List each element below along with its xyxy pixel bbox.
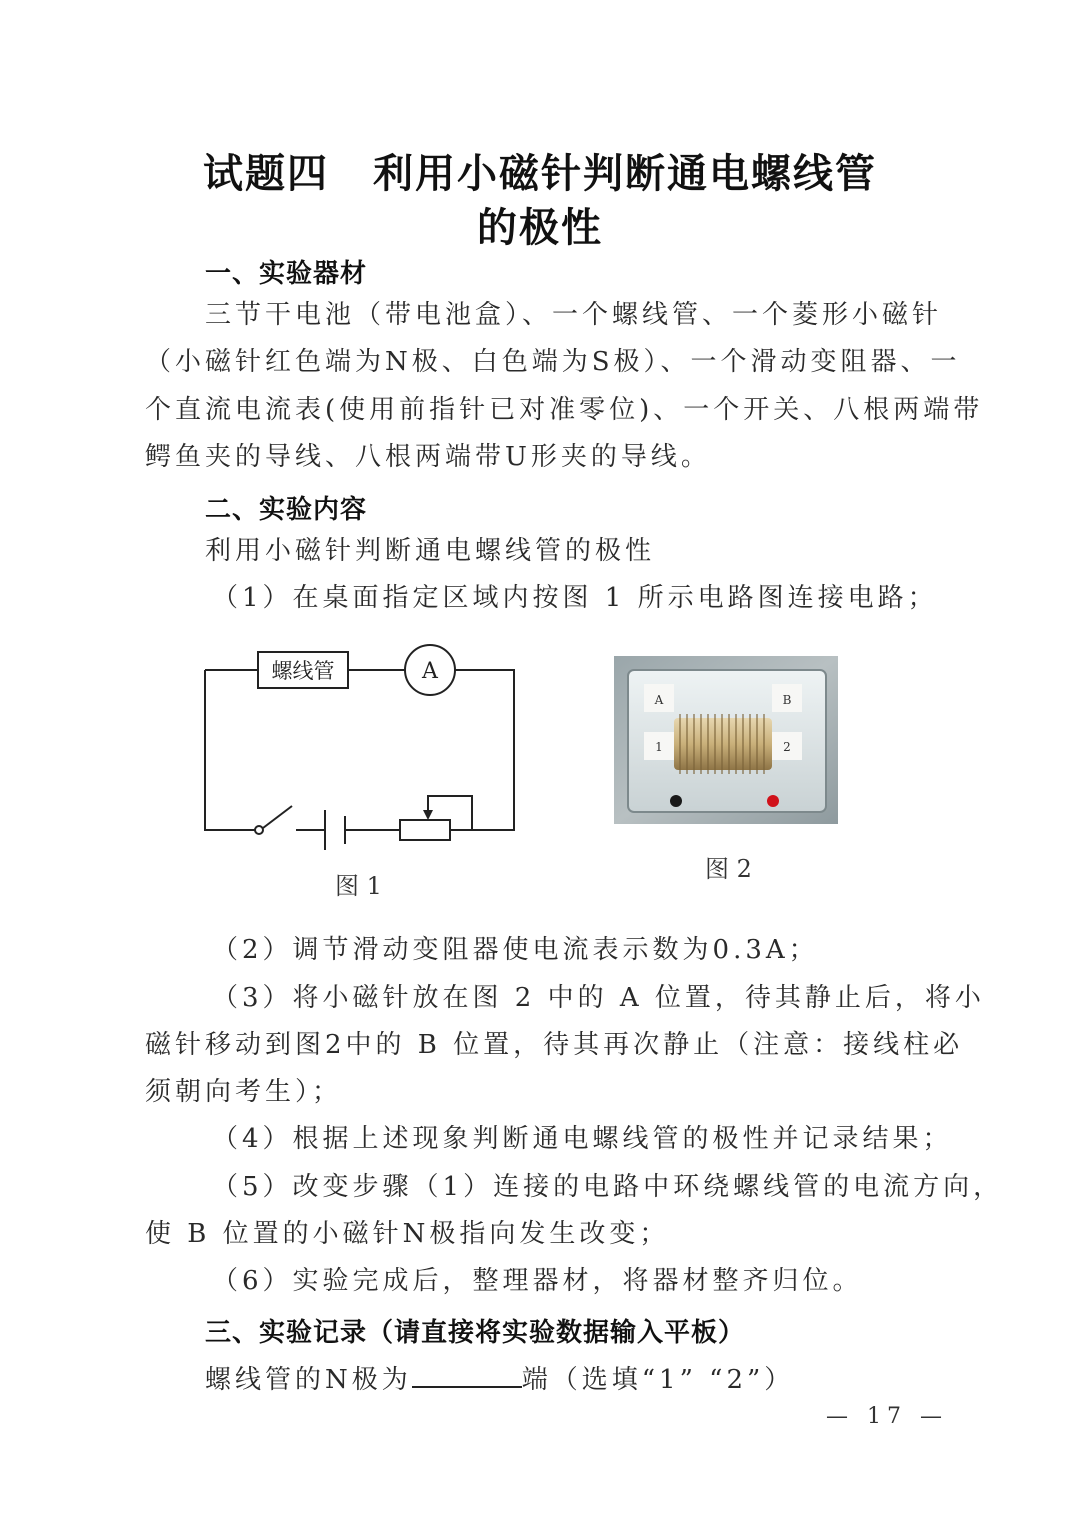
- section-heading-content: 二、实验内容: [205, 495, 368, 525]
- position-a-label: A: [654, 693, 664, 707]
- step-2: （2）调节滑动变阻器使电流表示数为0.3A；: [212, 935, 819, 965]
- equipment-line-4: 鳄鱼夹的导线、八根两端带U形夹的导线。: [145, 442, 711, 472]
- section-heading-record: 三、实验记录（请直接将实验数据输入平板）: [205, 1318, 746, 1348]
- circuit-diagram: [200, 640, 520, 840]
- page-number: — 17 —: [826, 1404, 948, 1429]
- page-title-line-1: [0, 142, 1080, 199]
- rheostat-body: [400, 820, 450, 840]
- equipment-line-1: 三节干电池（带电池盒）、一个螺线管、一个菱形小磁针: [205, 300, 943, 330]
- step-4: （4）根据上述现象判断通电螺线管的极性并记录结果；: [212, 1124, 953, 1154]
- solenoid-label: 螺线管: [271, 659, 335, 683]
- page-title-line-2: 的极性: [477, 205, 603, 251]
- step-1: （1）在桌面指定区域内按图 1 所示电路图连接电路；: [212, 583, 938, 613]
- figure-1-caption: 图 1: [335, 872, 382, 900]
- black-terminal: [670, 795, 682, 807]
- section-heading-equipment: 一、实验器材: [205, 259, 368, 289]
- title-number: 试题四: [203, 151, 329, 197]
- end-1-label: 1: [655, 740, 663, 754]
- end-2-label: 2: [783, 740, 791, 754]
- switch-lever: [263, 806, 292, 828]
- equipment-line-2: （小磁针红色端为N极、白色端为S极）、一个滑动变阻器、一: [145, 347, 961, 377]
- step-6: （6）实验完成后，整理器材，将器材整齐归位。: [212, 1266, 863, 1296]
- record-prefix: 螺线管的N极为: [205, 1365, 412, 1395]
- step-3-line-1: （3）将小磁针放在图 2 中的 A 位置，待其静止后，将小: [212, 983, 985, 1013]
- ammeter-label: A: [422, 659, 438, 684]
- step-5-line-2: 使 B 位置的小磁针N极指向发生改变；: [145, 1219, 670, 1249]
- content-intro: 利用小磁针判断通电螺线管的极性: [205, 536, 656, 566]
- record-line: [205, 1358, 794, 1397]
- figure-2-caption: 图 2: [705, 855, 752, 883]
- record-suffix: 端（选填“1” “2”）: [521, 1365, 795, 1395]
- red-terminal: [767, 795, 779, 807]
- wire-left: [205, 670, 255, 830]
- step-5-line-1: （5）改变步骤（1）连接的电路中环绕螺线管的电流方向，: [212, 1172, 1004, 1202]
- answer-blank[interactable]: [412, 1358, 522, 1388]
- step-3-line-2: 磁针移动到图2中的 B 位置，待其再次静止（注意：接线柱必: [145, 1030, 964, 1060]
- step-3-line-3: 须朝向考生）；: [145, 1077, 343, 1107]
- rheostat-slider-arrowhead: [423, 810, 433, 820]
- wire-top-right: [455, 670, 514, 830]
- switch-pivot: [255, 826, 263, 834]
- position-b-label: B: [782, 693, 792, 707]
- title-topic: 利用小磁针判断通电螺线管: [373, 151, 877, 197]
- equipment-line-3: 个直流电流表(使用前指针已对准零位)、一个开关、八根两端带: [145, 395, 984, 425]
- solenoid-photo: [614, 656, 838, 824]
